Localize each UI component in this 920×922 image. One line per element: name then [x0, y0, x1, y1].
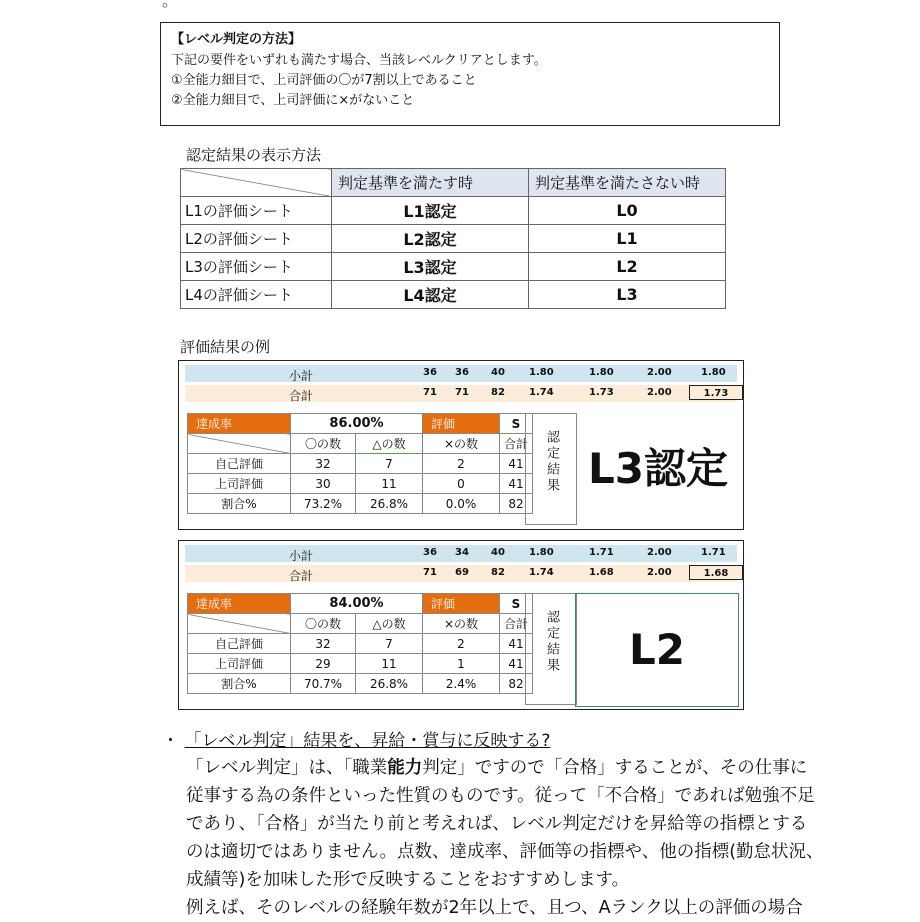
- subtotal-value: 2.00: [647, 547, 672, 558]
- row-label: 自己評価: [188, 634, 291, 654]
- pass-value: L1認定: [332, 197, 529, 225]
- subtotal-value: 1.80: [529, 367, 554, 378]
- diagonal-cell: [188, 614, 291, 634]
- para-line-4: のは適切ではありません。点数、達成率、評価等の指標や、他の指標(勤怠状況、: [186, 842, 824, 862]
- subtotal-value: 1.71: [701, 547, 726, 558]
- cell: 7: [356, 634, 423, 654]
- level-judgement-method-box: [160, 22, 780, 126]
- table-row: [188, 654, 533, 674]
- eval-value: S: [500, 414, 533, 434]
- table-row: [188, 494, 533, 514]
- col-header: ×の数: [423, 614, 500, 634]
- subtotal-value: 40: [491, 547, 505, 558]
- stats-table: [187, 593, 533, 694]
- result-value: L3認定: [588, 444, 728, 493]
- subtotal-value: 2.00: [647, 367, 672, 378]
- display-method-table: [180, 168, 726, 309]
- col-header: 合計: [500, 434, 533, 454]
- cell: 41: [500, 634, 533, 654]
- para-text: 「レベル判定」は、「職業: [186, 758, 388, 778]
- total-final-value: 1.68: [689, 565, 743, 580]
- para-line-1: [186, 754, 876, 782]
- cell: 82: [500, 494, 533, 514]
- rate-value: 86.00%: [291, 414, 423, 434]
- cell: 70.7%: [291, 674, 356, 694]
- subtotal-value: 40: [491, 367, 505, 378]
- result-label-vertical: [525, 593, 577, 705]
- total-label: 合計: [289, 389, 314, 403]
- subtotal-value: 1.80: [529, 547, 554, 558]
- row-label: 割合%: [188, 494, 291, 514]
- para-emphasis: 能力: [387, 758, 423, 778]
- bullet-text: 「レベル判定」結果を、昇給・賞与に反映する?: [184, 731, 551, 751]
- subtotal-value: 36: [423, 367, 437, 378]
- total-value: 1.68: [589, 567, 614, 578]
- col-header: 〇の数: [291, 614, 356, 634]
- subtotal-label: 小計: [289, 549, 314, 563]
- explanation-paragraph: [186, 754, 876, 922]
- para-line-6: 例えば、そのレベルの経験年数が2年以上で、且つ、Aランク以上の評価の場合: [186, 898, 803, 918]
- total-value: 2.00: [647, 567, 672, 578]
- pass-value: L3認定: [332, 253, 529, 281]
- rate-value: 84.00%: [291, 594, 423, 614]
- total-value: 82: [491, 567, 505, 578]
- stats-table: [187, 413, 533, 514]
- col-fail-header: 判定基準を満たさない時: [529, 169, 726, 197]
- subtotal-value: 1.71: [589, 547, 614, 558]
- cell: 32: [291, 454, 356, 474]
- cell: 0.0%: [423, 494, 500, 514]
- fail-value: L3: [529, 281, 726, 309]
- example-panel-1: [178, 360, 744, 530]
- subtotal-value: 1.80: [701, 367, 726, 378]
- bullet-heading: [162, 726, 550, 751]
- total-value: 1.74: [529, 387, 554, 398]
- fail-value: L0: [529, 197, 726, 225]
- display-caption: 認定結果の表示方法: [186, 146, 322, 164]
- total-value: 1.73: [589, 387, 614, 398]
- result-label: 認定結果: [544, 610, 559, 674]
- total-value: 2.00: [647, 387, 672, 398]
- cut-off-text: 。: [162, 0, 179, 10]
- eval-label: 評価: [423, 414, 500, 434]
- eval-value: S: [500, 594, 533, 614]
- fail-value: L2: [529, 253, 726, 281]
- result-label-vertical: [525, 413, 577, 525]
- table-row: [181, 253, 726, 281]
- row-label: 割合%: [188, 674, 291, 694]
- diagonal-cell: [188, 434, 291, 454]
- subtotal-value: 1.80: [589, 367, 614, 378]
- total-value: 1.74: [529, 567, 554, 578]
- eval-label: 評価: [423, 594, 500, 614]
- para-line-2: 従事する為の条件といった性質のものです。従って「不合格」であれば勉強不足: [186, 786, 815, 806]
- total-value: 71: [455, 387, 469, 398]
- cell: 2: [423, 454, 500, 474]
- method-line-2: ①全能力細目で、上司評価の〇が7割以上であること: [171, 73, 477, 88]
- cell: 41: [500, 474, 533, 494]
- cell: 26.8%: [356, 674, 423, 694]
- col-header: ×の数: [423, 434, 500, 454]
- total-row: [185, 385, 737, 402]
- cell: 7: [356, 454, 423, 474]
- cell: 30: [291, 474, 356, 494]
- subtotal-value: 36: [455, 367, 469, 378]
- subtotal-row: [185, 545, 737, 562]
- subtotal-value: 34: [455, 547, 469, 558]
- para-line-3: であり、「合格」が当たり前と考えれば、レベル判定だけを昇給等の指標とする: [186, 814, 808, 834]
- col-header: 合計: [500, 614, 533, 634]
- total-label: 合計: [289, 569, 314, 583]
- cell: 2.4%: [423, 674, 500, 694]
- cell: 41: [500, 454, 533, 474]
- sheet-label: L4の評価シート: [181, 281, 332, 309]
- pass-value: L2認定: [332, 225, 529, 253]
- cell: 73.2%: [291, 494, 356, 514]
- para-line-5: 成績等)を加味した形で反映することをおすすめします。: [186, 870, 630, 890]
- row-label: 自己評価: [188, 454, 291, 474]
- row-label: 上司評価: [188, 654, 291, 674]
- rate-label: 達成率: [188, 414, 291, 434]
- table-row: [188, 674, 533, 694]
- total-row: [185, 565, 737, 582]
- cell: 82: [500, 674, 533, 694]
- row-label: 上司評価: [188, 474, 291, 494]
- sheet-label: L2の評価シート: [181, 225, 332, 253]
- result-label: 認定結果: [544, 430, 559, 494]
- sheet-label: L1の評価シート: [181, 197, 332, 225]
- cell: 11: [356, 474, 423, 494]
- pass-value: L4認定: [332, 281, 529, 309]
- cell: 32: [291, 634, 356, 654]
- cell: 11: [356, 654, 423, 674]
- cell: 41: [500, 654, 533, 674]
- sheet-label: L3の評価シート: [181, 253, 332, 281]
- cell: 0: [423, 474, 500, 494]
- cell: 26.8%: [356, 494, 423, 514]
- rate-label: 達成率: [188, 594, 291, 614]
- total-value: 69: [455, 567, 469, 578]
- method-line-3: ②全能力細目で、上司評価に×がないこと: [171, 93, 415, 108]
- cell: 1: [423, 654, 500, 674]
- table-row: [188, 634, 533, 654]
- col-header: △の数: [356, 614, 423, 634]
- example-caption: 評価結果の例: [180, 338, 271, 356]
- total-final-value: 1.73: [689, 385, 743, 400]
- bullet-mark: ・: [162, 731, 179, 751]
- diagonal-header-cell: [181, 169, 332, 197]
- subtotal-label: 小計: [289, 369, 314, 383]
- total-value: 71: [423, 387, 437, 398]
- table-row: [181, 197, 726, 225]
- subtotal-row: [185, 365, 737, 382]
- col-pass-header: 判定基準を満たす時: [332, 169, 529, 197]
- example-panel-2: [178, 540, 744, 710]
- col-header: 〇の数: [291, 434, 356, 454]
- table-row: [188, 474, 533, 494]
- result-value: L2: [575, 593, 739, 707]
- total-value: 71: [423, 567, 437, 578]
- table-row: [181, 281, 726, 309]
- fail-value: L1: [529, 225, 726, 253]
- table-row: [181, 225, 726, 253]
- method-title: 【レベル判定の方法】: [171, 32, 302, 47]
- total-value: 82: [491, 387, 505, 398]
- col-header: △の数: [356, 434, 423, 454]
- method-line-1: 下記の要件をいずれも満たす場合、当該レベルクリアとします。: [171, 53, 547, 68]
- para-text: 判定」ですので「合格」することが、その仕事に: [422, 758, 808, 778]
- table-row: [188, 454, 533, 474]
- cell: 29: [291, 654, 356, 674]
- cell: 2: [423, 634, 500, 654]
- subtotal-value: 36: [423, 547, 437, 558]
